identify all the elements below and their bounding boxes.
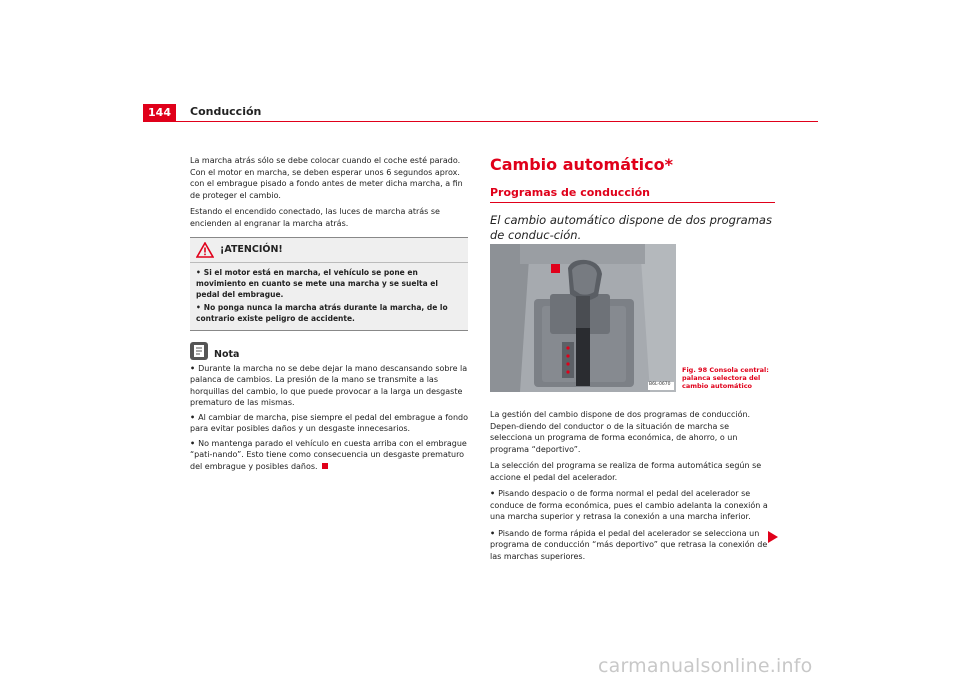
- note-header: [190, 341, 468, 361]
- figure-caption: Fig. 98 Consola central: palanca selectora del cambio automático: [682, 366, 769, 390]
- paragraph: La marcha atrás sólo se debe colocar cuando el coche esté parado. Con el motor en marcha, se deben esperar unos 6 segundos aprox. con el embrague pisado a fondo antes de meter dicha marcha, a fin de proteger el cambio.: [190, 156, 463, 200]
- right-column-body: [490, 409, 772, 567]
- left-column: [190, 155, 468, 475]
- gear-selector-figure: [490, 244, 676, 392]
- note-icon: [190, 342, 208, 360]
- warning-body: [190, 263, 468, 330]
- subsection-title: Programas de conducción: [490, 186, 775, 203]
- section-title: Cambio automático*: [490, 155, 673, 174]
- list-item: • Durante la marcha no se debe dejar la mano descansando sobre la palanca de cambios. La presión de la mano se transmite a las horquillas del cambio, lo que puede provocar a la larga un desgaste prematuro de las mismas.: [190, 363, 468, 407]
- list-item: • Pisando de forma rápida el pedal del acelerador se selecciona un programa de conducción “más deportivo” que retrasa la conexión de las marchas superiores.: [490, 528, 768, 561]
- next-page-arrow-icon: [767, 530, 779, 544]
- warning-header: [190, 238, 468, 263]
- list-item: • Pisando despacio o de forma normal el pedal del acelerador se conduce de forma económica, pues el cambio adelanta la conexión a una marcha superior y retrasa la conexión a una marcha inferior.: [490, 489, 768, 521]
- paragraph: La selección del programa se realiza de forma automática según se accione el pedal del acelerador.: [490, 461, 762, 482]
- warning-triangle-icon: [196, 242, 214, 258]
- section-end-mark: [322, 463, 328, 469]
- watermark: carmanualsonline.info: [598, 655, 813, 677]
- page-number: 144: [143, 104, 176, 121]
- figure-code: B6L-0670: [649, 382, 671, 387]
- list-item: • Al cambiar de marcha, pise siempre el pedal del embrague a fondo para evitar posibles daños y un desgaste innecesarios.: [190, 412, 468, 433]
- header-rule: [143, 121, 818, 122]
- paragraph: La gestión del cambio dispone de dos programas de conducción. Depen-diendo del conductor o de la situación de marcha se selecciona un programa de forma económica, de ahorro, o un programa “deportivo”.: [490, 410, 751, 454]
- chapter-title: Conducción: [190, 105, 262, 118]
- warning-title: ¡ATENCIÓN!: [220, 244, 283, 256]
- gear-selector-illustration: [490, 244, 676, 392]
- right-column-header: [490, 155, 775, 243]
- list-item: • No ponga nunca la marcha atrás durante la marcha, de lo contrario existe peligro de accidente.: [196, 303, 448, 323]
- list-item: • Si el motor está en marcha, el vehículo se pone en movimiento en cuanto se mete una marcha y se suelta el pedal del embrague.: [196, 268, 438, 299]
- warning-box: [190, 237, 468, 331]
- lead-text: El cambio automático dispone de dos programas de conduc-ción.: [490, 213, 772, 242]
- list-item: • No mantenga parado el vehículo en cuesta arriba con el embrague “pati-nando”. Esto tiene como consecuencia un desgaste prematuro del embrague y posibles daños.: [190, 438, 467, 471]
- paragraph: Estando el encendido conectado, las luces de marcha atrás se encienden al engranar la marcha atrás.: [190, 207, 440, 228]
- note-title: Nota: [214, 349, 240, 360]
